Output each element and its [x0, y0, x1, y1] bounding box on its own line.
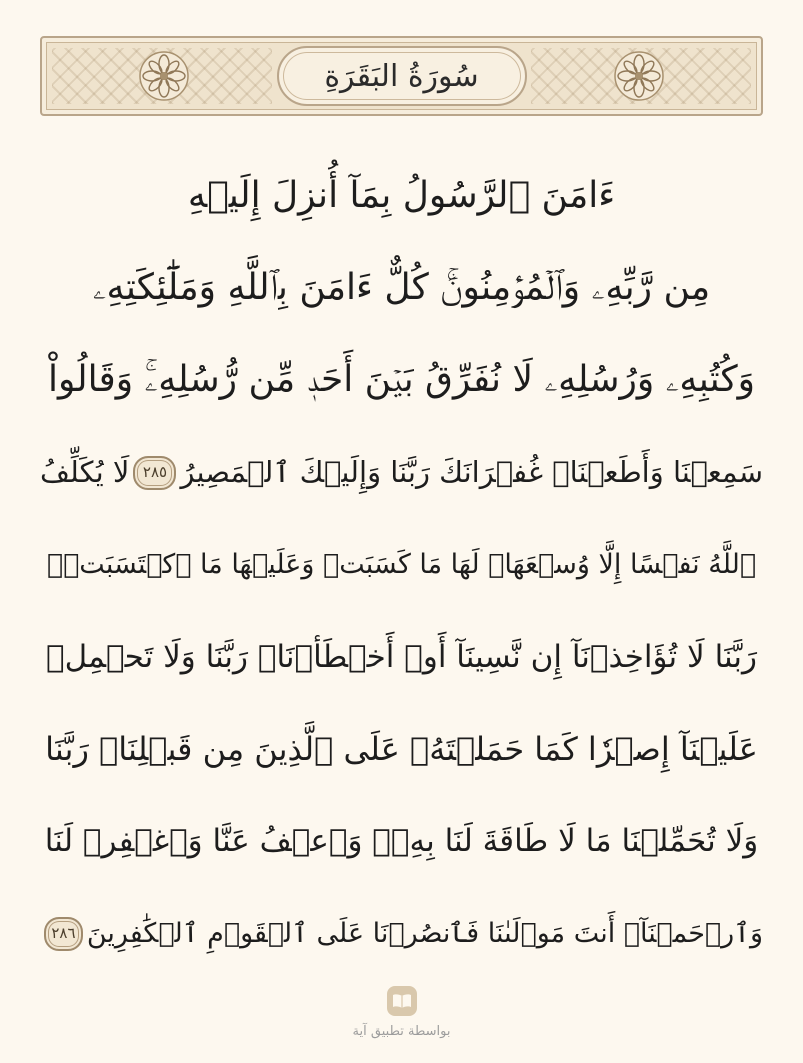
verse-text: ٱللَّهُ نَفۡسًا إِلَّا وُسۡعَهَاۚ لَهَا مَا كَسَبَتۡ وَعَلَيۡهَا مَا ٱكۡتَسَبَتۡۗ — [46, 549, 757, 581]
verse-text: وَكُتُبِهِۦ وَرُسُلِهِۦ لَا نُفَرِّقُ بَيۡنَ أَحَدٖ مِّن رُّسُلِهِۦۚ وَقَالُواْ — [48, 359, 755, 401]
verse-text: لَا يُكَلِّفُ — [40, 455, 130, 490]
verse-line — [40, 150, 763, 242]
verse-text: عَلَيۡنَآ إِصۡرٗا كَمَا حَمَلۡتَهُۥ عَلَى ٱلَّذِينَ مِن قَبۡلِنَاۚ رَبَّنَا — [45, 730, 758, 769]
verse-text: وَلَا تُحَمِّلۡنَا مَا لَا طَاقَةَ لَنَا بِهِۦۖ وَٱعۡفُ عَنَّا وَٱغۡفِرۡ لَنَا — [44, 822, 759, 859]
book-icon[interactable] — [387, 986, 417, 1016]
verse-text: سَمِعۡنَا وَأَطَعۡنَاۖ غُفۡرَانَكَ رَبَّنَا وَإِلَيۡكَ ٱلۡمَصِيرُ — [180, 455, 763, 490]
rosette-icon — [613, 50, 665, 102]
surah-title-plaque — [277, 46, 527, 106]
verse-line — [40, 888, 763, 980]
verses-block — [40, 150, 763, 980]
verse-text: رَبَّنَا لَا تُؤَاخِذۡنَآ إِن نَّسِينَآ أَوۡ أَخۡطَأۡنَاۚ رَبَّنَا وَلَا تَحۡمِلۡ — [46, 638, 757, 675]
verse-text: وَٱرۡحَمۡنَآۚ أَنتَ مَوۡلَىٰنَا فَٱنصُرۡنَا عَلَى ٱلۡقَوۡمِ ٱلۡكَٰفِرِينَ — [86, 918, 763, 950]
surah-header — [40, 36, 763, 116]
verse-text: مِن رَّبِّهِۦ وَٱلۡمُؤۡمِنُونَۚ كُلٌّ ءَامَنَ بِٱللَّهِ وَمَلَٰٓئِكَتِهِۦ — [92, 267, 711, 309]
verse-line — [40, 427, 763, 519]
rosette-icon — [138, 50, 190, 102]
verse-line — [40, 242, 763, 334]
verse-line — [40, 334, 763, 426]
app-credit: بواسطة تطبيق آية — [352, 1024, 451, 1039]
verse-line — [40, 611, 763, 703]
surah-name: سُورَةُ البَقَرَةِ — [324, 58, 479, 94]
verse-text: ءَامَنَ ٱلرَّسُولُ بِمَآ أُنزِلَ إِلَيۡهِ — [187, 175, 616, 217]
verse-line — [40, 703, 763, 795]
ayah-number-marker: ٢٨٦ — [44, 917, 83, 951]
verse-line — [40, 519, 763, 611]
footer — [0, 986, 803, 1039]
verse-line — [40, 795, 763, 887]
ayah-number-marker: ٢٨٥ — [133, 456, 176, 490]
open-book-glyph — [392, 993, 412, 1009]
